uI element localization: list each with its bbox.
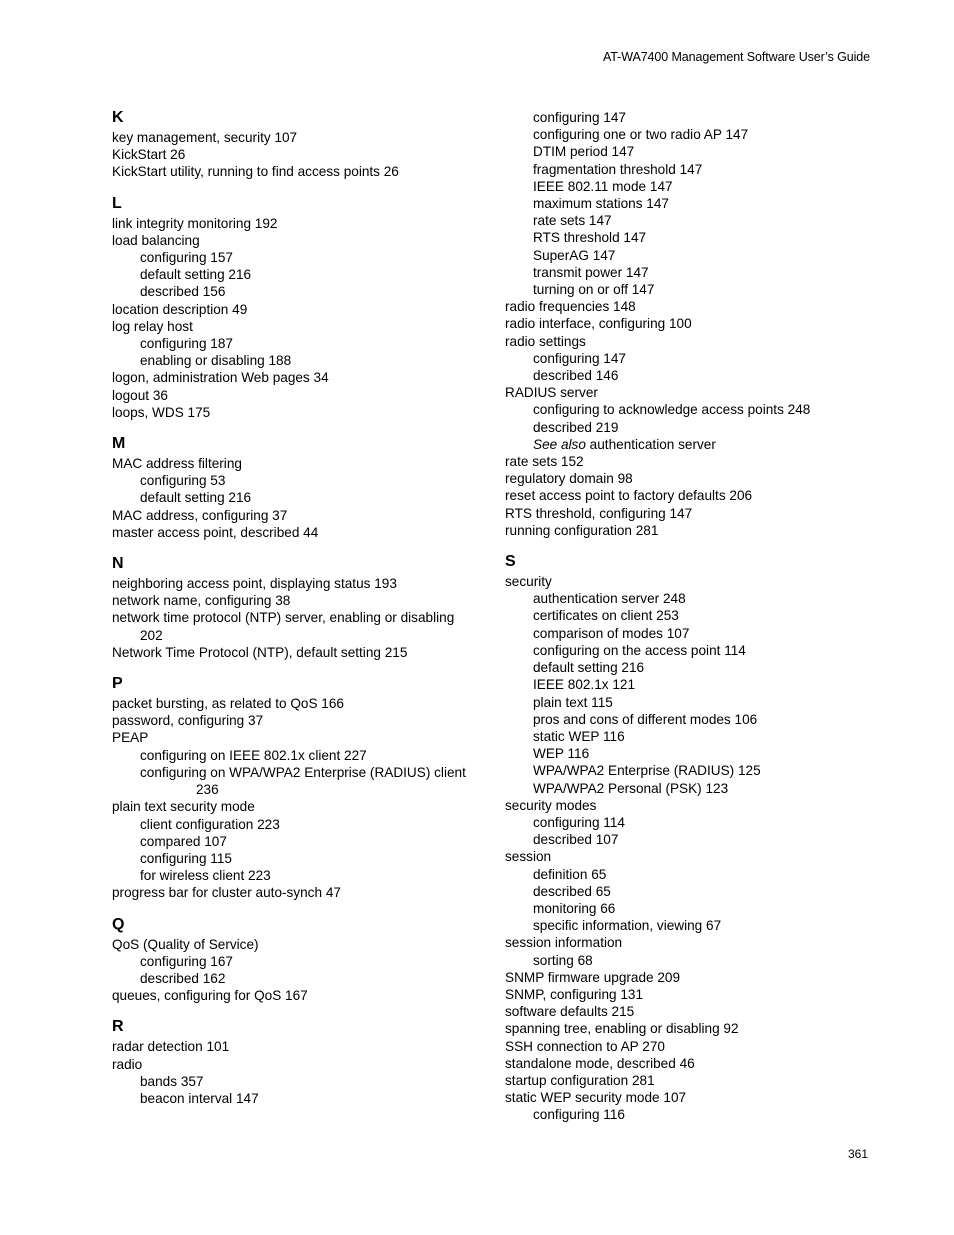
index-section bbox=[112, 435, 492, 541]
entry-text: IEEE 802.1x 121 bbox=[533, 677, 636, 693]
index-entry bbox=[112, 575, 492, 592]
entry-text: standalone mode, described 46 bbox=[505, 1055, 695, 1071]
index-subentry bbox=[112, 867, 492, 884]
index-entry bbox=[112, 301, 492, 318]
index-subentry bbox=[505, 917, 885, 934]
entry-text: radio settings bbox=[505, 333, 586, 349]
entry-text: fragmentation threshold 147 bbox=[533, 161, 703, 177]
entry-text: load balancing bbox=[112, 232, 200, 248]
entry-text: MAC address filtering bbox=[112, 456, 242, 472]
index-entry bbox=[112, 884, 492, 901]
entry-text: WPA/WPA2 Personal (PSK) 123 bbox=[533, 780, 729, 796]
section-letter: R bbox=[112, 1018, 124, 1036]
entry-text: beacon interval 147 bbox=[140, 1090, 259, 1106]
index-entry bbox=[505, 522, 885, 539]
index-section bbox=[112, 555, 492, 661]
index-entry bbox=[112, 507, 492, 524]
entry-text: configuring to acknowledge access points 248 bbox=[533, 402, 811, 418]
index-subentry bbox=[112, 489, 492, 506]
entry-text: progress bar for cluster auto-synch 47 bbox=[112, 885, 341, 901]
index-entry bbox=[112, 369, 492, 386]
running-header: AT-WA7400 Management Software User’s Guide bbox=[603, 50, 870, 64]
index-entry bbox=[505, 1089, 885, 1106]
page-number: 361 bbox=[847, 1147, 868, 1161]
section-letter: M bbox=[112, 435, 126, 453]
index-subentry bbox=[112, 1090, 492, 1107]
index-entry bbox=[505, 934, 885, 951]
index-entry bbox=[112, 936, 492, 953]
index-subentry bbox=[505, 728, 885, 745]
entry-text: radio interface, configuring 100 bbox=[505, 316, 692, 332]
entry-text: authentication server bbox=[585, 436, 716, 452]
entry-text: logout 36 bbox=[112, 387, 168, 403]
index-subentry bbox=[112, 335, 492, 352]
index-subentry bbox=[505, 694, 885, 711]
index-entry bbox=[112, 798, 492, 815]
entry-text: authentication server 248 bbox=[533, 591, 686, 607]
entry-text: reset access point to factory defaults 206 bbox=[505, 488, 753, 504]
index-subentry bbox=[112, 764, 492, 798]
entry-text: enabling or disabling 188 bbox=[140, 353, 292, 369]
index-entry bbox=[505, 333, 885, 350]
index-subentry bbox=[505, 281, 885, 298]
index-subentry bbox=[505, 436, 885, 453]
index-section bbox=[505, 553, 885, 1124]
entry-text: MAC address, configuring 37 bbox=[112, 507, 288, 523]
entry-text: RTS threshold 147 bbox=[533, 230, 647, 246]
entry-text: turning on or off 147 bbox=[533, 282, 655, 298]
index-subentry bbox=[505, 367, 885, 384]
index-subentry bbox=[505, 229, 885, 246]
index-entry bbox=[505, 1020, 885, 1037]
section-letter: L bbox=[112, 194, 122, 212]
entry-text: network time protocol (NTP) server, enabling or disabling bbox=[112, 610, 455, 626]
index-subentry bbox=[112, 352, 492, 369]
entry-text: transmit power 147 bbox=[533, 264, 649, 280]
index-subentry bbox=[112, 816, 492, 833]
index-entry bbox=[505, 1072, 885, 1089]
index-entry bbox=[112, 644, 492, 661]
entry-text: IEEE 802.11 mode 147 bbox=[533, 178, 673, 194]
index-section bbox=[112, 1018, 492, 1107]
entry-text: specific information, viewing 67 bbox=[533, 918, 722, 934]
entry-text: logon, administration Web pages 34 bbox=[112, 370, 329, 386]
section-letter: S bbox=[505, 553, 516, 571]
index-subentry bbox=[505, 745, 885, 762]
entry-text: certificates on client 253 bbox=[533, 608, 679, 624]
entry-text: running configuration 281 bbox=[505, 522, 659, 538]
index-subentry bbox=[112, 1073, 492, 1090]
entry-text: spanning tree, enabling or disabling 92 bbox=[505, 1021, 739, 1037]
index-entry bbox=[505, 573, 885, 590]
entry-text: default setting 216 bbox=[533, 660, 645, 676]
entry-text: default setting 216 bbox=[140, 267, 252, 283]
entry-text: for wireless client 223 bbox=[140, 868, 271, 884]
index-entry bbox=[112, 455, 492, 472]
entry-text: security modes bbox=[505, 797, 597, 813]
index-entry bbox=[505, 470, 885, 487]
entry-text: comparison of modes 107 bbox=[533, 625, 690, 641]
entry-text: RTS threshold, configuring 147 bbox=[505, 505, 693, 521]
entry-text: maximum stations 147 bbox=[533, 196, 669, 212]
index-entry bbox=[112, 163, 492, 180]
index-entry bbox=[505, 1055, 885, 1072]
index-entry bbox=[112, 609, 492, 643]
index-entry bbox=[112, 215, 492, 232]
index-entry bbox=[505, 315, 885, 332]
index-subentry bbox=[505, 161, 885, 178]
index-entry bbox=[112, 592, 492, 609]
entry-text: configuring 157 bbox=[140, 250, 233, 266]
section-letter: P bbox=[112, 675, 123, 693]
entry-text: plain text security mode bbox=[112, 799, 255, 815]
entry-text: security bbox=[505, 574, 552, 590]
index-subentry bbox=[505, 195, 885, 212]
index-entry bbox=[505, 384, 885, 401]
index-entry bbox=[505, 505, 885, 522]
entry-text: KickStart utility, running to find access points 26 bbox=[112, 164, 399, 180]
index-subentry bbox=[505, 1106, 885, 1123]
index-subentry bbox=[505, 401, 885, 418]
index-entry bbox=[112, 146, 492, 163]
entry-text: rate sets 152 bbox=[505, 454, 584, 470]
entry-continuation: 202 bbox=[140, 627, 163, 643]
index-subentry bbox=[505, 212, 885, 229]
entry-text: log relay host bbox=[112, 318, 193, 334]
entry-text: SSH connection to AP 270 bbox=[505, 1038, 665, 1054]
entry-text: definition 65 bbox=[533, 866, 607, 882]
index-subentry bbox=[505, 642, 885, 659]
entry-text: loops, WDS 175 bbox=[112, 404, 211, 420]
index-subentry bbox=[112, 266, 492, 283]
entry-text: static WEP 116 bbox=[533, 728, 625, 744]
index-subentry bbox=[112, 472, 492, 489]
entry-text: static WEP security mode 107 bbox=[505, 1090, 687, 1106]
index-subentry bbox=[112, 970, 492, 987]
entry-text: QoS (Quality of Service) bbox=[112, 936, 259, 952]
entry-text: Network Time Protocol (NTP), default setting 215 bbox=[112, 644, 408, 660]
index-entry bbox=[112, 232, 492, 249]
index-subentry bbox=[505, 831, 885, 848]
index-subentry bbox=[505, 590, 885, 607]
index-section bbox=[112, 109, 492, 181]
index-entry bbox=[112, 129, 492, 146]
index-entry bbox=[505, 487, 885, 504]
index-subentry bbox=[505, 350, 885, 367]
entry-text: described 65 bbox=[533, 883, 611, 899]
entry-text: master access point, described 44 bbox=[112, 524, 319, 540]
entry-text: described 162 bbox=[140, 970, 226, 986]
entry-text: configuring on the access point 114 bbox=[533, 642, 746, 658]
index-subentry bbox=[112, 249, 492, 266]
index-subentry bbox=[505, 883, 885, 900]
entry-text: configuring 147 bbox=[533, 110, 626, 125]
entry-text: configuring one or two radio AP 147 bbox=[533, 127, 749, 143]
index-subentry bbox=[505, 109, 885, 126]
entry-text: configuring 114 bbox=[533, 814, 625, 830]
entry-text: configuring 187 bbox=[140, 336, 233, 352]
index-subentry bbox=[505, 625, 885, 642]
entry-text: link integrity monitoring 192 bbox=[112, 215, 278, 231]
index-section bbox=[112, 675, 492, 901]
index-subentry bbox=[505, 952, 885, 969]
index-entry bbox=[505, 298, 885, 315]
index-subentry bbox=[505, 126, 885, 143]
entry-text: password, configuring 37 bbox=[112, 713, 264, 729]
index-entry bbox=[112, 1056, 492, 1073]
entry-text: pros and cons of different modes 106 bbox=[533, 711, 758, 727]
entry-text: network name, configuring 38 bbox=[112, 593, 291, 609]
entry-text: regulatory domain 98 bbox=[505, 471, 633, 487]
index-entry bbox=[505, 1003, 885, 1020]
index-entry bbox=[112, 729, 492, 746]
index-entry bbox=[505, 986, 885, 1003]
index-entry bbox=[112, 712, 492, 729]
entry-text: configuring on IEEE 802.1x client 227 bbox=[140, 747, 367, 763]
entry-text: described 107 bbox=[533, 832, 619, 848]
index-subentry bbox=[112, 833, 492, 850]
entry-text: KickStart 26 bbox=[112, 147, 186, 163]
index-section bbox=[112, 195, 492, 421]
index-column-right bbox=[505, 109, 885, 1138]
index-entry bbox=[505, 453, 885, 470]
entry-text: configuring 53 bbox=[140, 473, 226, 489]
entry-continuation: 236 bbox=[196, 782, 219, 798]
index-subentry bbox=[505, 780, 885, 797]
index-entry bbox=[112, 318, 492, 335]
entry-text: sorting 68 bbox=[533, 952, 593, 968]
index-subentry bbox=[505, 762, 885, 779]
index-column-left bbox=[112, 109, 492, 1121]
index-subentry bbox=[505, 900, 885, 917]
section-letter: N bbox=[112, 555, 124, 573]
entry-text: DTIM period 147 bbox=[533, 144, 635, 160]
index-subentry bbox=[505, 866, 885, 883]
entry-text: software defaults 215 bbox=[505, 1004, 635, 1020]
entry-text: rate sets 147 bbox=[533, 213, 612, 229]
entry-text: configuring 115 bbox=[140, 850, 232, 866]
index-subentry bbox=[505, 659, 885, 676]
entry-text: session bbox=[505, 849, 552, 865]
entry-text: described 219 bbox=[533, 419, 619, 435]
entry-text: startup configuration 281 bbox=[505, 1072, 655, 1088]
entry-text: WEP 116 bbox=[533, 746, 590, 762]
index-section bbox=[112, 916, 492, 1005]
entry-text: SNMP firmware upgrade 209 bbox=[505, 969, 681, 985]
index-subentry bbox=[505, 814, 885, 831]
entry-text: described 146 bbox=[533, 368, 619, 384]
entry-text: queues, configuring for QoS 167 bbox=[112, 988, 308, 1004]
entry-text: monitoring 66 bbox=[533, 900, 616, 916]
entry-text: neighboring access point, displaying status 193 bbox=[112, 576, 397, 592]
entry-text: bands 357 bbox=[140, 1073, 204, 1089]
index-subentry bbox=[505, 607, 885, 624]
entry-text: radar detection 101 bbox=[112, 1039, 230, 1055]
entry-text: WPA/WPA2 Enterprise (RADIUS) 125 bbox=[533, 763, 761, 779]
index-subentry bbox=[112, 747, 492, 764]
entry-text: RADIUS server bbox=[505, 385, 598, 401]
entry-text: configuring 167 bbox=[140, 953, 233, 969]
entry-text: key management, security 107 bbox=[112, 130, 298, 145]
index-entry bbox=[505, 969, 885, 986]
entry-text: radio frequencies 148 bbox=[505, 299, 636, 315]
entry-text: client configuration 223 bbox=[140, 816, 280, 832]
entry-text: compared 107 bbox=[140, 833, 227, 849]
entry-text: SuperAG 147 bbox=[533, 247, 616, 263]
index-subentry bbox=[505, 264, 885, 281]
index-entry bbox=[112, 524, 492, 541]
entry-text: packet bursting, as related to QoS 166 bbox=[112, 696, 344, 712]
entry-text: configuring 147 bbox=[533, 350, 626, 366]
index-subentry bbox=[505, 419, 885, 436]
entry-text: plain text 115 bbox=[533, 694, 613, 710]
index-section bbox=[505, 109, 885, 539]
index-entry bbox=[505, 848, 885, 865]
index-entry bbox=[505, 797, 885, 814]
entry-text: configuring on WPA/WPA2 Enterprise (RADIUS) client bbox=[140, 764, 466, 780]
index-entry bbox=[112, 404, 492, 421]
entry-text: PEAP bbox=[112, 730, 149, 746]
index-entry bbox=[112, 987, 492, 1004]
entry-text: default setting 216 bbox=[140, 490, 252, 506]
index-subentry bbox=[112, 850, 492, 867]
section-letter: Q bbox=[112, 915, 125, 933]
index-subentry bbox=[505, 247, 885, 264]
index-subentry bbox=[112, 283, 492, 300]
index-subentry bbox=[112, 953, 492, 970]
index-entry bbox=[505, 1038, 885, 1055]
index-entry bbox=[112, 387, 492, 404]
entry-text: described 156 bbox=[140, 284, 226, 300]
index-subentry bbox=[505, 711, 885, 728]
entry-text: configuring 116 bbox=[533, 1107, 625, 1123]
section-letter: K bbox=[112, 109, 124, 126]
index-subentry bbox=[505, 143, 885, 160]
entry-text: session information bbox=[505, 935, 623, 951]
index-entry bbox=[112, 1038, 492, 1055]
entry-text: SNMP, configuring 131 bbox=[505, 986, 644, 1002]
entry-text: radio bbox=[112, 1056, 143, 1072]
index-subentry bbox=[505, 178, 885, 195]
see-also-label: See also bbox=[533, 436, 586, 452]
index-subentry bbox=[505, 676, 885, 693]
entry-text: location description 49 bbox=[112, 301, 248, 317]
index-entry bbox=[112, 695, 492, 712]
